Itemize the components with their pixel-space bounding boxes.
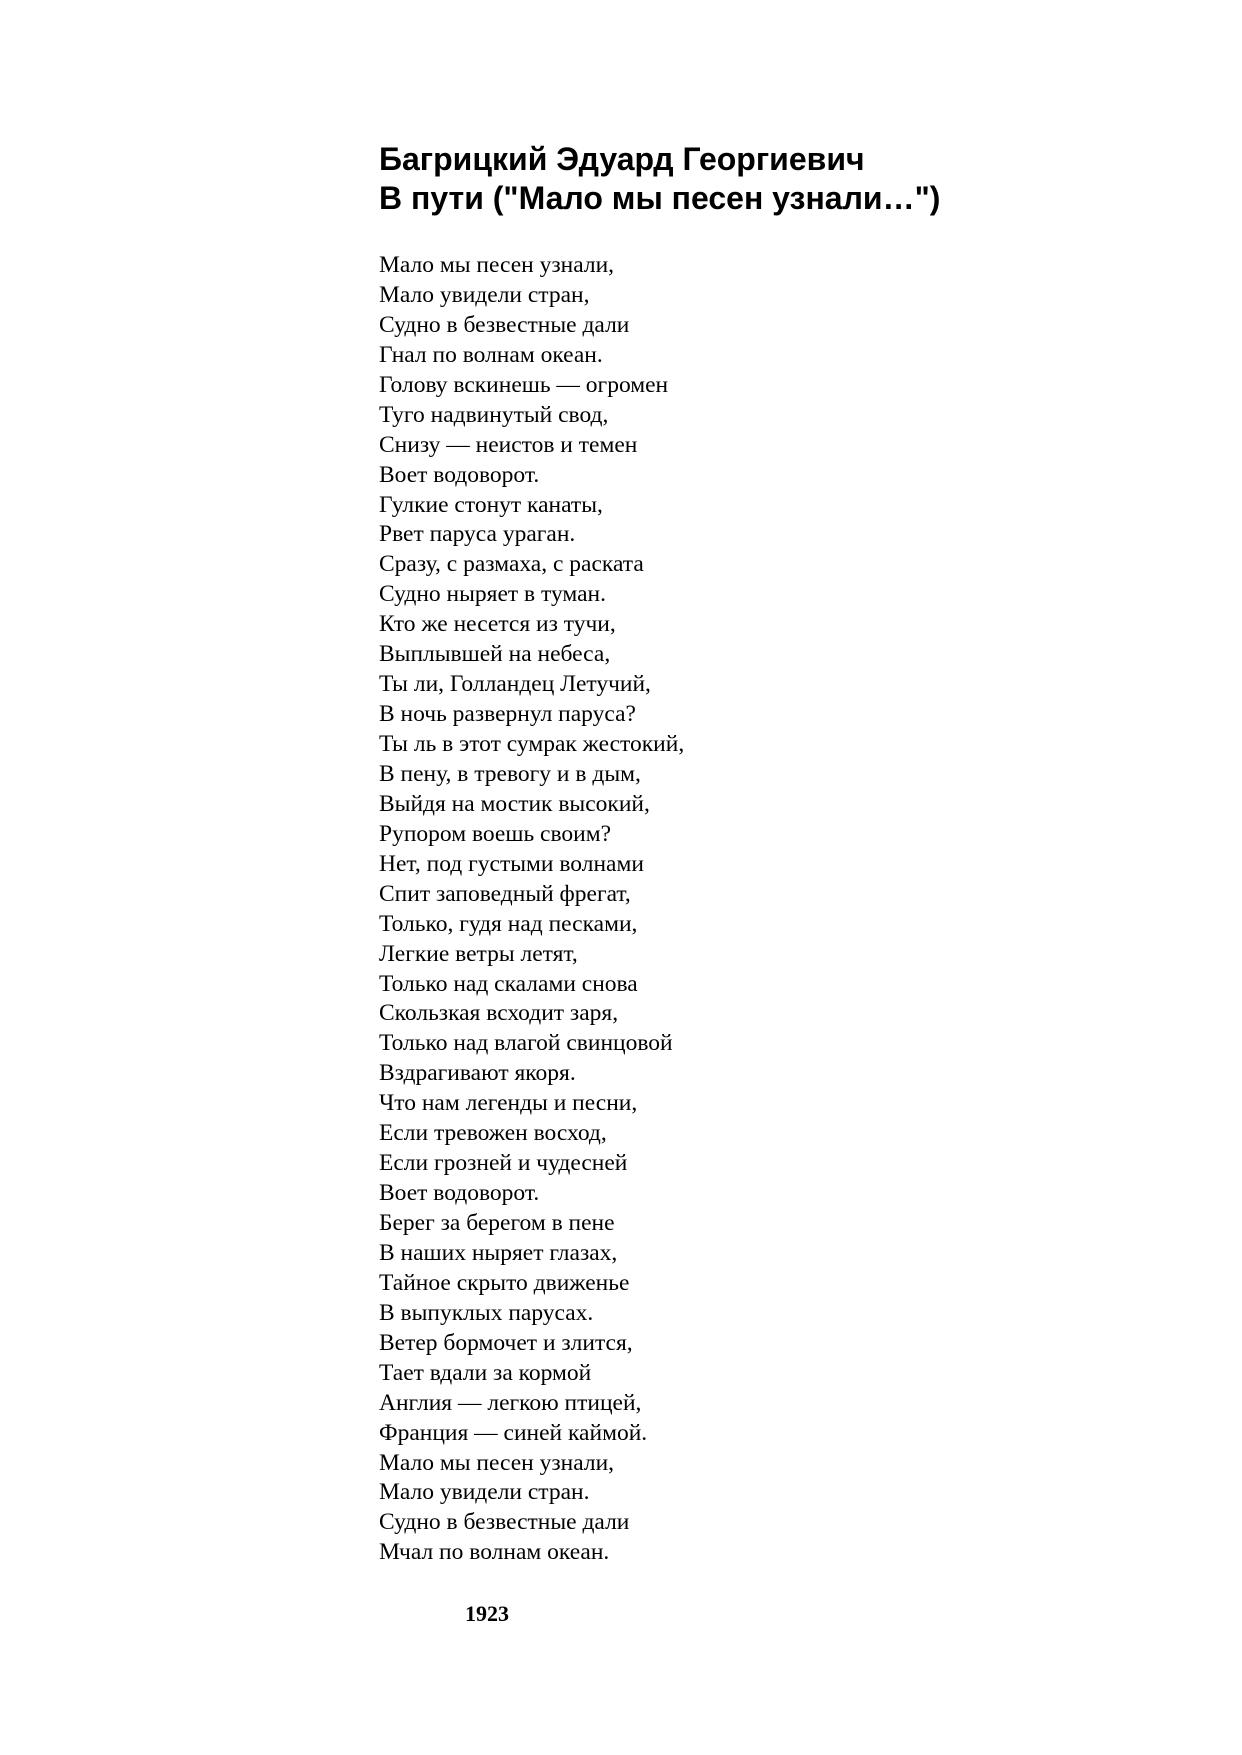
poem-line: Ветер бормочет и злится, bbox=[379, 1329, 633, 1356]
poem-line: Англия — легкою птицей, bbox=[379, 1389, 642, 1416]
poem-line: Если грозней и чудесней bbox=[379, 1150, 628, 1177]
poem-line: Спит заповедный фрегат, bbox=[379, 880, 631, 907]
poem-line: Мало увидели стран. bbox=[379, 1479, 590, 1506]
poem-line: Берег за берегом в пене bbox=[379, 1210, 615, 1236]
poem-line: Ты ли, Голландец Летучий, bbox=[379, 671, 651, 698]
poem-line: Гнал по волнам океан. bbox=[379, 341, 603, 368]
poem-line: В выпуклых парусах. bbox=[379, 1299, 594, 1326]
poem-line: Снизу — неистов и темен bbox=[379, 431, 638, 458]
poem-line: В пену, в тревогу и в дым, bbox=[379, 760, 641, 787]
poem-line: Судно в безвестные дали bbox=[379, 1509, 630, 1536]
poem-line: Тайное скрыто движенье bbox=[379, 1269, 630, 1296]
poem-line: Только, гудя над песками, bbox=[379, 910, 638, 937]
poem-line: Кто же несется из тучи, bbox=[379, 611, 616, 638]
poem-line: Рупором воешь своим? bbox=[379, 820, 612, 847]
poem-line: Мало мы песен узнали, bbox=[379, 252, 615, 278]
document-header bbox=[379, 140, 940, 218]
poem-line: Если тревожен восход, bbox=[379, 1120, 607, 1147]
poem-line: Что нам легенды и песни, bbox=[379, 1090, 638, 1117]
poem-line: В наших ныряет глазах, bbox=[379, 1239, 618, 1266]
poem-line: Скользкая всходит заря, bbox=[379, 1000, 619, 1027]
poem-line: Судно в безвестные дали bbox=[379, 311, 630, 338]
poem-line: В ночь развернул паруса? bbox=[379, 701, 636, 728]
poem-line: Туго надвинутый свод, bbox=[379, 401, 609, 428]
poem-title: В пути ("Мало мы песен узнали…") bbox=[379, 180, 941, 216]
poem-line: Голову вскинешь — огромен bbox=[379, 371, 669, 398]
poem-line: Судно ныряет в туман. bbox=[379, 581, 606, 608]
poem-line: Гулкие стонут канаты, bbox=[379, 491, 603, 518]
poem-line: Легкие ветры летят, bbox=[379, 940, 578, 967]
poem-body bbox=[379, 251, 684, 1568]
poem-line: Только над влагой свинцовой bbox=[379, 1030, 673, 1057]
poem-line: Рвет паруса ураган. bbox=[379, 521, 576, 548]
poem-line: Вздрагивают якоря. bbox=[379, 1060, 576, 1087]
poem-line: Франция — синей каймой. bbox=[379, 1419, 648, 1446]
poem-line: Нет, под густыми волнами bbox=[379, 850, 644, 877]
poem-line: Выплывшей на небеса, bbox=[379, 641, 611, 668]
poem-line: Только над скалами снова bbox=[379, 970, 638, 997]
poem-year: 1923 bbox=[465, 1601, 509, 1626]
poem-line: Сразу, с размаха, с раската bbox=[379, 551, 644, 578]
poem-line: Воет водоворот. bbox=[379, 461, 540, 488]
poem-line: Мало мы песен узнали, bbox=[379, 1449, 615, 1476]
poem-line: Воет водоворот. bbox=[379, 1180, 540, 1207]
poem-line: Выйдя на мостик высокий, bbox=[379, 790, 650, 817]
author-name: Багрицкий Эдуард Георгиевич bbox=[379, 141, 865, 177]
poem-line: Тает вдали за кормой bbox=[379, 1359, 592, 1386]
poem-line: Мало увидели стран, bbox=[379, 281, 590, 308]
poem-line: Ты ль в этот сумрак жестокий, bbox=[379, 731, 685, 757]
poem-line: Мчал по волнам океан. bbox=[379, 1539, 610, 1566]
